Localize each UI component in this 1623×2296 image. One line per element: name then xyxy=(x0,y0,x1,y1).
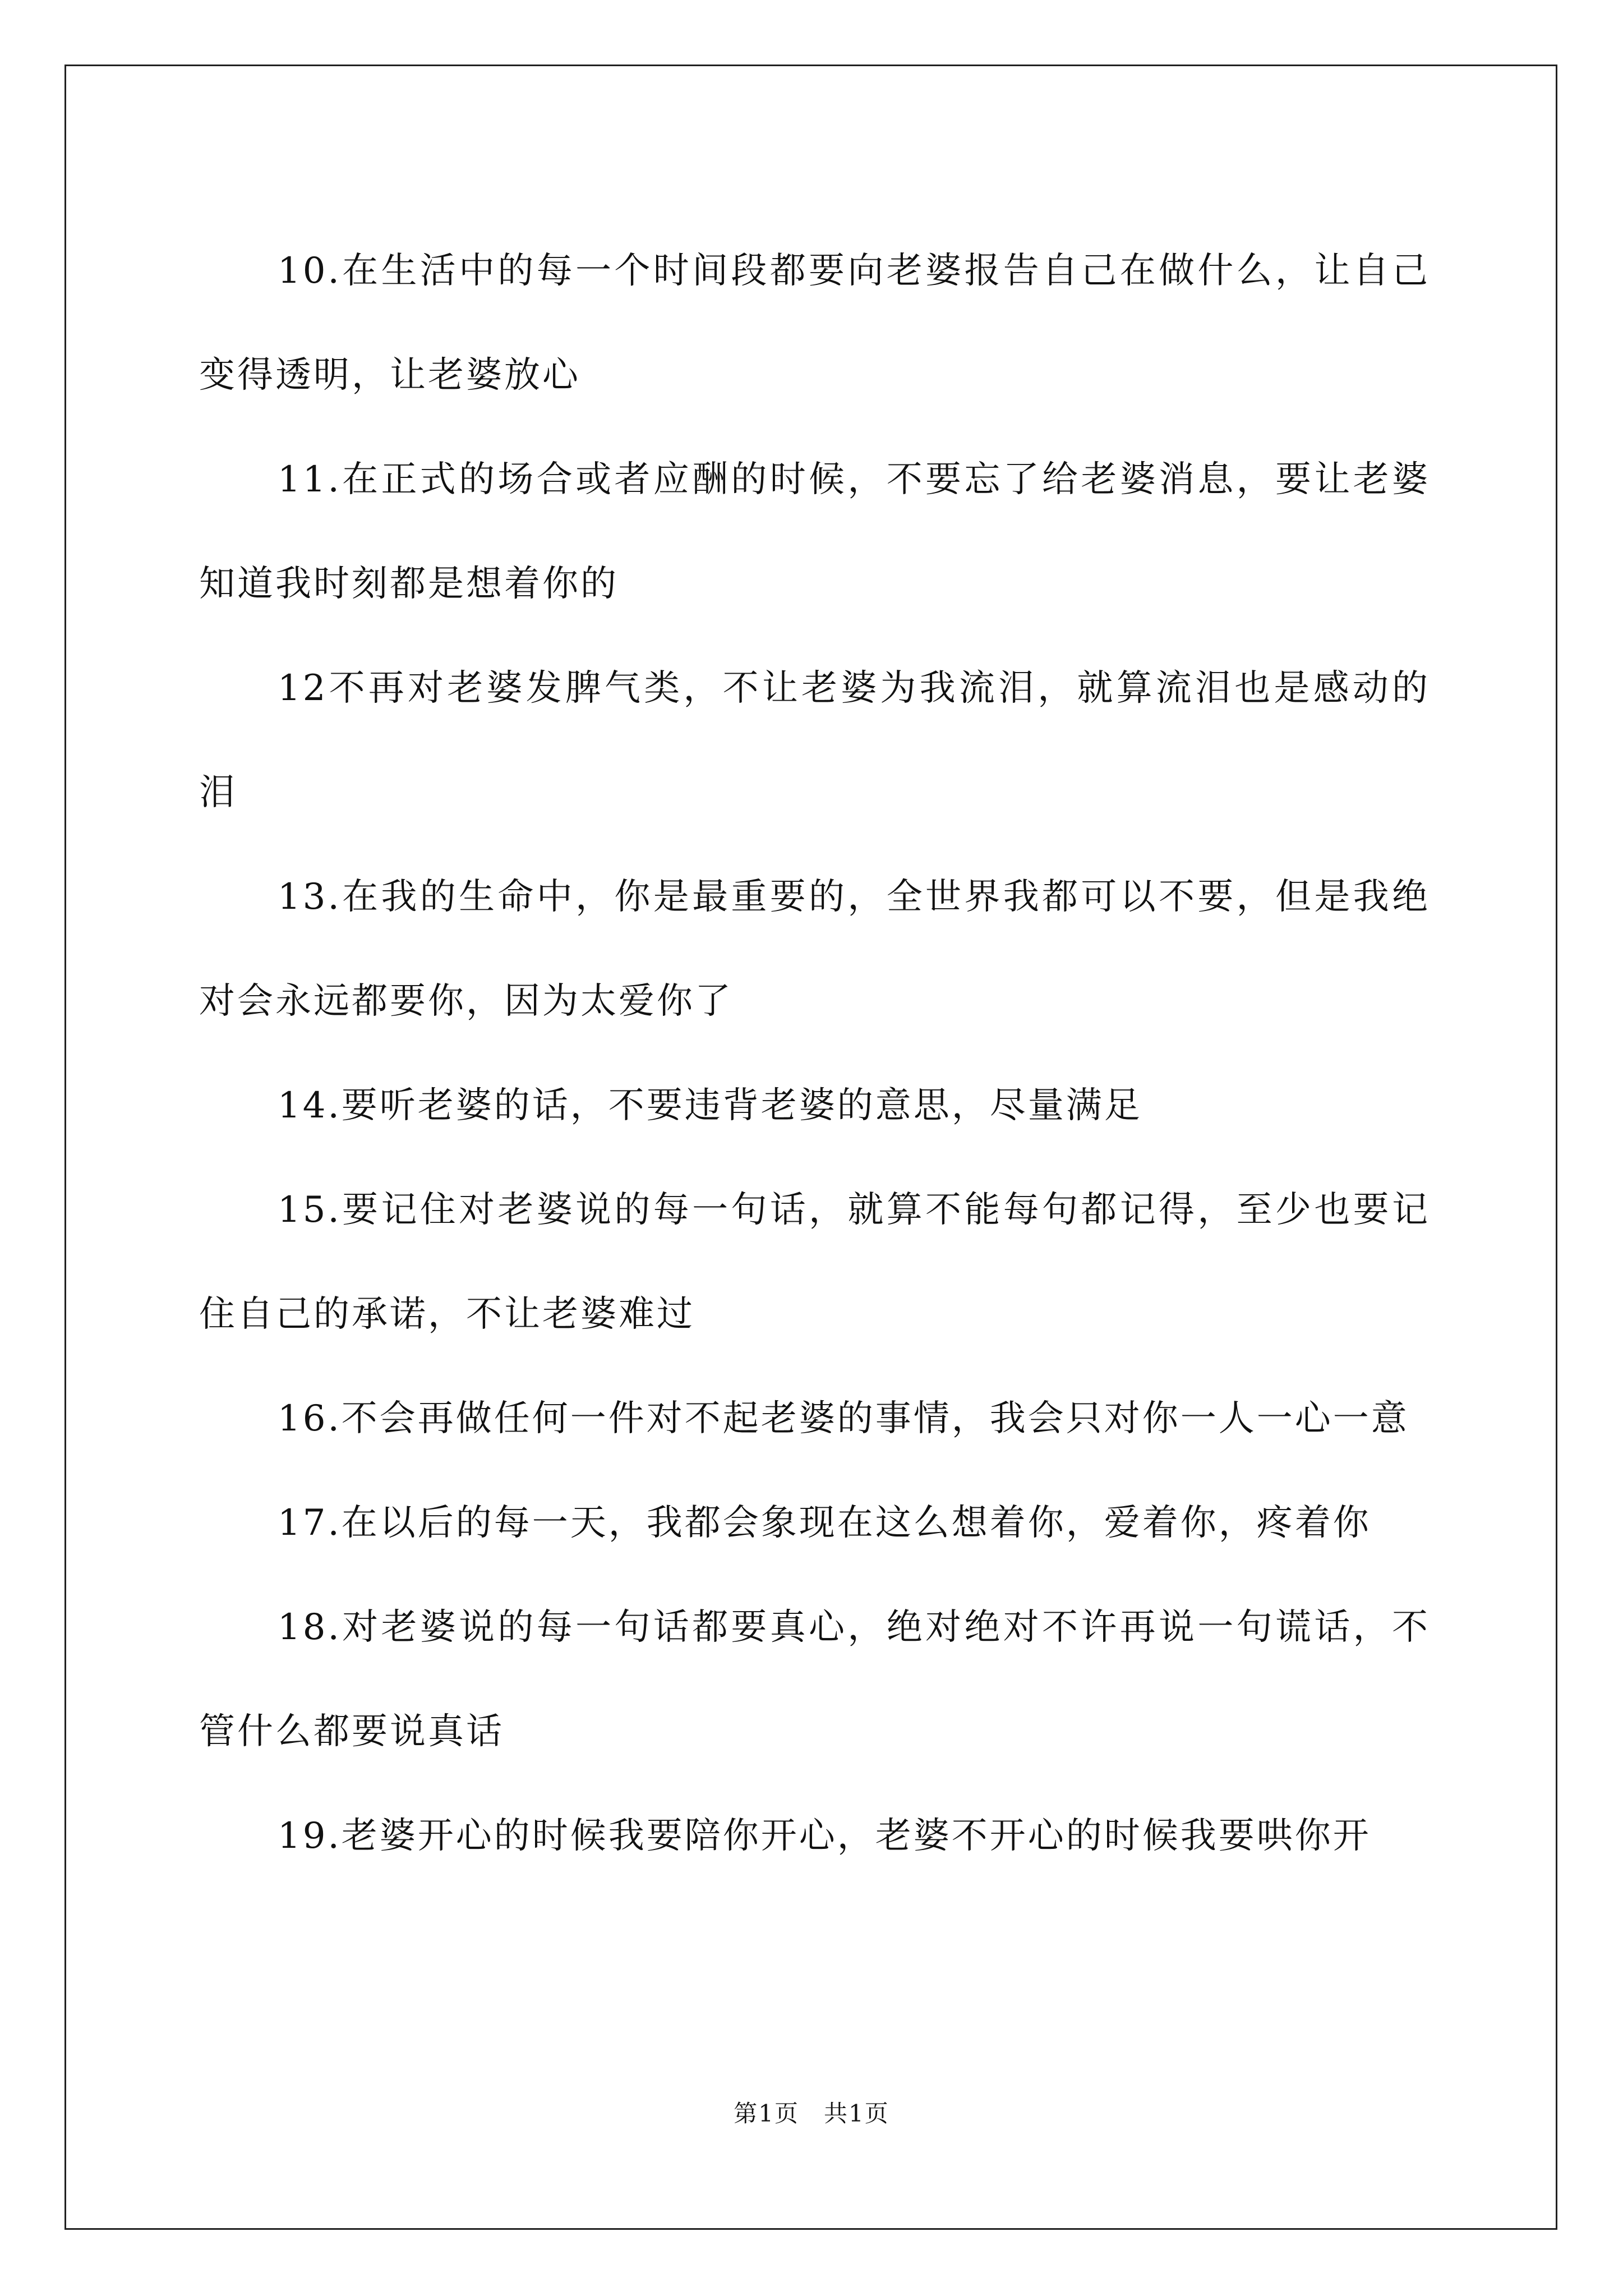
paragraph-19: 19.老婆开心的时候我要陪你开心，老婆不开心的时候我要哄你开 xyxy=(278,1815,1371,1857)
paragraph-11: 11.在正式的场合或者应酬的时候，不要忘了给老婆消息，要让老婆知道我时刻都是想着你的 xyxy=(199,459,1430,605)
paragraph-18: 18.对老婆说的每一句话都要真心，绝对绝对不许再说一句谎话，不管什么都要说真话 xyxy=(199,1607,1430,1752)
paragraph-16: 16.不会再做任何一件对不起老婆的事情，我会只对你一人一心一意 xyxy=(278,1398,1409,1439)
paragraph-12: 12不再对老婆发脾气类，不让老婆为我流泪，就算流泪也是感动的泪 xyxy=(199,668,1430,813)
paragraph-13: 13.在我的生命中，你是最重要的，全世界我都可以不要，但是我绝对会永远都要你，因为太爱你了 xyxy=(199,876,1430,1022)
document-body xyxy=(199,219,1430,1888)
paragraph-17: 17.在以后的每一天，我都会象现在这么想着你，爱着你，疼着你 xyxy=(278,1502,1371,1544)
paragraph-10: 10.在生活中的每一个时间段都要向老婆报告自己在做什么，让自己变得透明，让老婆放心 xyxy=(199,250,1430,396)
paragraph-14: 14.要听老婆的话，不要违背老婆的意思，尽量满足 xyxy=(278,1085,1142,1126)
page-footer: 第1页 共1页 xyxy=(734,2100,889,2127)
paragraph-15: 15.要记住对老婆说的每一句话，就算不能每句都记得，至少也要记住自己的承诺，不让老婆难过 xyxy=(199,1189,1430,1335)
